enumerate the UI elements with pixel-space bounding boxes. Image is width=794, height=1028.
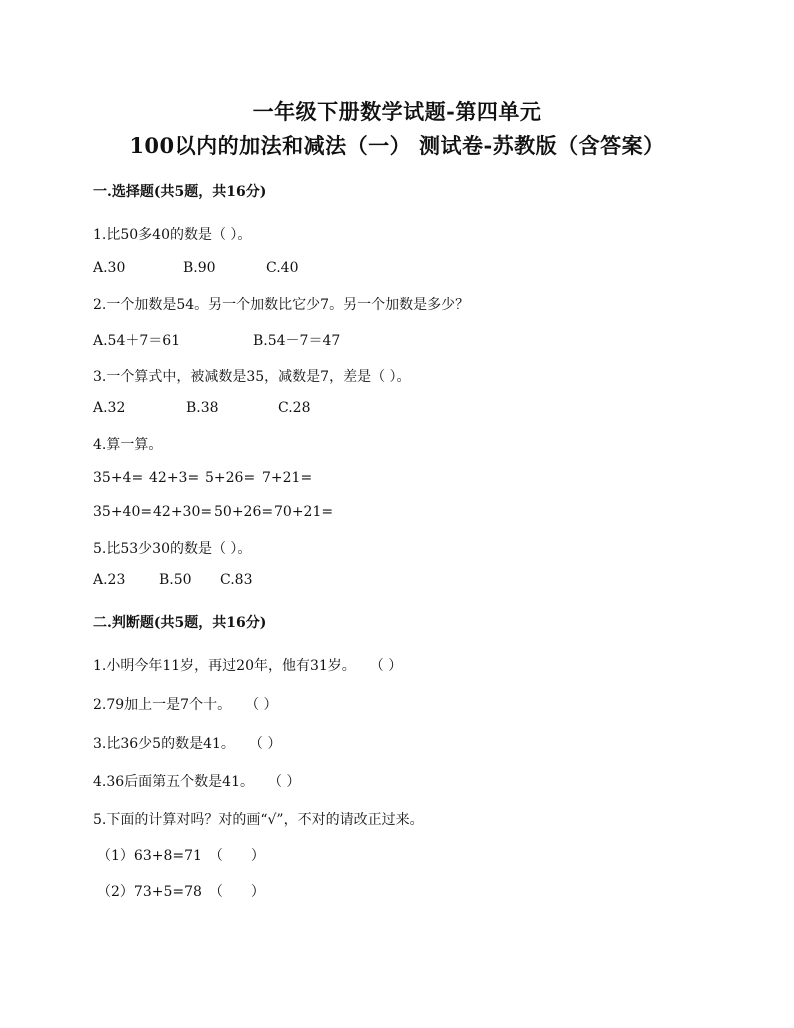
s1-q1-option-b: B.90 bbox=[183, 260, 216, 276]
s1-q2-stem: 2.一个加数是54。另一个加数比它少7。另一个加数是多少？ bbox=[93, 297, 470, 313]
calc-item: 42+30= bbox=[153, 504, 213, 520]
s2-q5: 5.下面的计算对吗？对的画“√”，不对的请改正过来。 bbox=[93, 812, 424, 828]
s2-q5-sub-2: （2）73+5=78 （ ） bbox=[97, 884, 265, 900]
s1-q3-stem: 3.一个算式中，被减数是35，减数是7，差是（ ）。 bbox=[93, 369, 411, 385]
section-1-heading: 一.选择题(共5题，共16分) bbox=[93, 184, 267, 200]
s1-q1-option-c: C.40 bbox=[266, 260, 299, 276]
s1-q2-option-a: A.54＋7＝61 bbox=[93, 333, 181, 349]
s1-q5-option-c: C.83 bbox=[220, 572, 253, 588]
s1-q3-option-b: B.38 bbox=[186, 400, 219, 416]
calc-item: 5+26= bbox=[205, 470, 256, 486]
s1-q1-option-a: A.30 bbox=[93, 260, 126, 276]
calc-item: 35+4= bbox=[93, 470, 144, 486]
calc-item: 35+40= bbox=[93, 504, 153, 520]
calc-item: 7+21= bbox=[262, 470, 313, 486]
calc-item: 50+26= bbox=[214, 504, 274, 520]
section-2-heading: 二.判断题(共5题，共16分) bbox=[93, 615, 267, 631]
s1-q3-option-c: C.28 bbox=[278, 400, 311, 416]
s2-q5-sub-1: （1）63+8=71 （ ） bbox=[97, 848, 265, 864]
s1-q5-option-b: B.50 bbox=[159, 572, 192, 588]
document-title-line-2: 100以内的加法和减法（一） 测试卷-苏教版（含答案） bbox=[129, 133, 665, 158]
s2-q3: 3.比36少5的数是41。 （ ） bbox=[93, 736, 282, 752]
calc-item: 70+21= bbox=[274, 504, 334, 520]
calc-item: 42+3= bbox=[149, 470, 200, 486]
s2-q4: 4.36后面第五个数是41。 （ ） bbox=[93, 774, 301, 790]
s1-q5-option-a: A.23 bbox=[93, 572, 126, 588]
s1-q5-stem: 5.比53少30的数是（ ）。 bbox=[93, 541, 252, 557]
s1-q1-stem: 1.比50多40的数是（ ）。 bbox=[93, 227, 252, 243]
s2-q1: 1.小明今年11岁，再过20年，他有31岁。 （ ） bbox=[93, 658, 403, 674]
s1-q4-stem: 4.算一算。 bbox=[93, 437, 163, 453]
document-title-line-1: 一年级下册数学试题-第四单元 bbox=[252, 99, 542, 124]
s2-q2: 2.79加上一是7个十。 （ ） bbox=[93, 697, 278, 713]
s1-q3-option-a: A.32 bbox=[93, 400, 126, 416]
s1-q2-option-b: B.54－7＝47 bbox=[253, 333, 341, 349]
